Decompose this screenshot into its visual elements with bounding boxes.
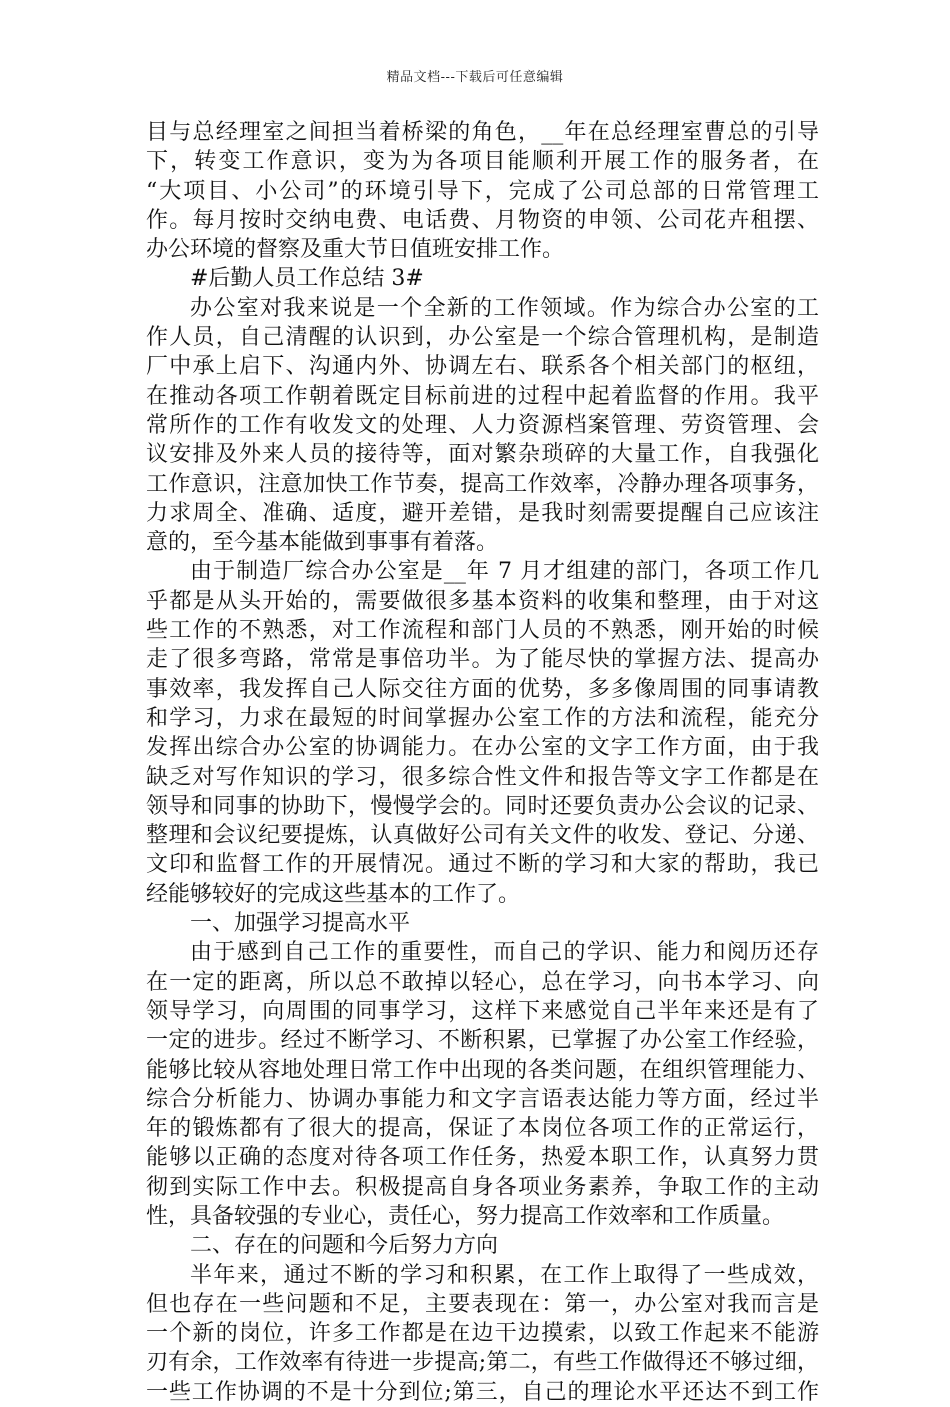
text-line: 性，具备较强的专业心，责任心，努力提高工作效率和工作质量。: [146, 1203, 785, 1229]
text-line: 事效率，我发挥自己人际交往方面的优势，多多像周围的同事请教: [146, 676, 819, 702]
text-line: 发挥出综合办公室的协调能力。在办公室的文字工作方面，由于我: [146, 735, 819, 761]
text-line: 领导学习，向周围的同事学习，这样下来感觉自己半年来还是有了: [146, 998, 819, 1024]
text-line: 目与总经理室之间担当着桥梁的角色，__年在总经理室曹总的引导: [146, 120, 819, 145]
text-line: 意的，至今基本能做到事事有着落。: [146, 530, 499, 556]
document-body: [146, 118, 819, 1407]
text-line: 二、存在的问题和今后努力方向: [190, 1233, 499, 1259]
text-line: 半年来，通过不断的学习和积累，在工作上取得了一些成效，: [190, 1262, 819, 1288]
text-line: 力求周全、准确、适度，避开差错，是我时刻需要提醒自己应该注: [146, 500, 819, 526]
text-line: 年的锻炼都有了很大的提高，保证了本岗位各项工作的正常运行，: [146, 1116, 819, 1142]
text-line: 由于制造厂综合办公室是__年 7 月才组建的部门，各项工作几: [190, 559, 819, 585]
text-line: 议安排及外来人员的接待等，面对繁杂琐碎的大量工作，自我强化: [146, 442, 819, 468]
text-line: 些工作的不熟悉，对工作流程和部门人员的不熟悉，刚开始的时候: [146, 618, 819, 644]
text-line: 作。每月按时交纳电费、电话费、月物资的申领、公司花卉租摆、: [146, 207, 819, 233]
text-line: 在推动各项工作朝着既定目标前进的过程中起着监督的作用。我平: [146, 383, 819, 409]
text-line: 但也存在一些问题和不足，主要表现在：第一，办公室对我而言是: [146, 1291, 819, 1317]
text-line: 和学习，力求在最短的时间掌握办公室工作的方法和流程，能充分: [146, 705, 819, 731]
text-line: 一些工作协调的不是十分到位;第三，自己的理论水平还达不到工作: [146, 1379, 819, 1405]
text-line: 领导和同事的协助下，慢慢学会的。同时还要负责办公会议的记录、: [146, 793, 819, 819]
page-header-note: 精品文档---下载后可任意编辑: [386, 70, 564, 85]
text-line: 刃有余，工作效率有待进一步提高;第二，有些工作做得还不够过细，: [146, 1350, 819, 1376]
text-line: 综合分析能力、协调办事能力和文字言语表达能力等方面，经过半: [146, 1086, 819, 1112]
text-line: 缺乏对写作知识的学习，很多综合性文件和报告等文字工作都是在: [146, 764, 819, 790]
text-line: #后勤人员工作总结 3#: [190, 266, 424, 292]
text-line: 一个新的岗位，许多工作都是在边干边摸索，以致工作起来不能游: [146, 1321, 819, 1347]
text-line: 文印和监督工作的开展情况。通过不断的学习和大家的帮助，我已: [146, 852, 819, 878]
text-line: 在一定的距离，所以总不敢掉以轻心，总在学习，向书本学习、向: [146, 969, 819, 995]
text-line: 办公环境的督察及重大节日值班安排工作。: [146, 237, 565, 263]
text-line: 常所作的工作有收发文的处理、人力资源档案管理、劳资管理、会: [146, 412, 819, 438]
text-line: “大项目、小公司”的环境引导下，完成了公司总部的日常管理工: [146, 178, 819, 204]
text-line: 工作意识，注意加快工作节奏，提高工作效率，冷静办理各项事务，: [146, 471, 819, 497]
text-line: 彻到实际工作中去。积极提高自身各项业务素养，争取工作的主动: [146, 1174, 819, 1200]
text-line: 整理和会议纪要提炼，认真做好公司有关文件的收发、登记、分递、: [146, 823, 819, 849]
text-line: 由于感到自己工作的重要性，而自己的学识、能力和阅历还存: [190, 940, 819, 966]
text-line: 走了很多弯路，常常是事倍功半。为了能尽快的掌握方法、提高办: [146, 647, 819, 673]
text-line: 作人员，自己清醒的认识到，办公室是一个综合管理机构，是制造: [146, 325, 819, 351]
text-line: 下，转变工作意识，变为为各项目能顺利开展工作的服务者，在: [146, 149, 819, 175]
text-line: 经能够较好的完成这些基本的工作了。: [146, 881, 521, 907]
text-line: 能够以正确的态度对待各项工作任务，热爱本职工作，认真努力贯: [146, 1145, 819, 1171]
text-line: 能够比较从容地处理日常工作中出现的各类问题，在组织管理能力、: [146, 1057, 819, 1083]
text-line: 一、加强学习提高水平: [190, 911, 411, 937]
text-line: 乎都是从头开始的，需要做很多基本资料的收集和整理，由于对这: [146, 588, 819, 614]
text-line: 办公室对我来说是一个全新的工作领域。作为综合办公室的工: [190, 295, 819, 321]
text-line: 厂中承上启下、沟通内外、协调左右、联系各个相关部门的枢纽，: [146, 354, 819, 380]
text-line: 一定的进步。经过不断学习、不断积累，已掌握了办公室工作经验，: [146, 1028, 819, 1054]
